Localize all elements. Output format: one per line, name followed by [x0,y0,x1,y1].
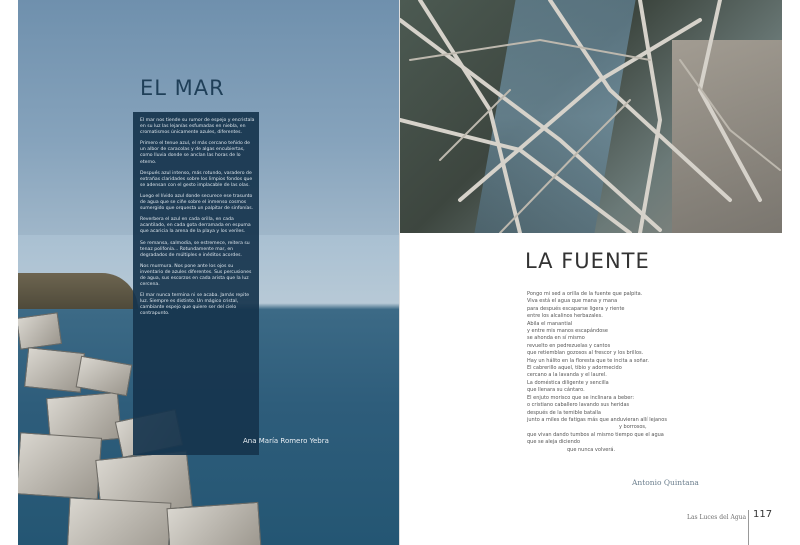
poem-line: que nunca volverá. [567,446,616,453]
poem-line: revuelto en pedrezuelas y cantos [527,342,611,349]
footer-book-title: Las Luces del Agua [687,514,747,521]
branches-overlay [400,0,782,233]
poem-line: La doméstica diligente y sencilla [527,379,609,386]
stanza: Se remansa, salmodia, se estremece, reitera su tenaz polifonía... Rotundamente mar, en degradados de múltiples e inéditos acordes. [140,240,250,258]
poem-line: para después escaparse ligera y riente [527,305,625,312]
poem-title-la-fuente: LA FUENTE [525,249,650,273]
poem-line: o cristiano caballero lavando sus heridas [527,402,630,409]
poem-line: y entre mis manos escapándose [527,328,608,335]
poem-line: que se aleja diciendo [527,439,581,446]
poem-el-mar [140,118,256,323]
stanza: Luego el lívido azul donde securece ese trasunto de agua que se ciñe sobre el inmenso cosmos sumergido que orquesta un palpitar de sinfonías. [140,193,254,212]
stanza: El mar nos tiende su rumor de espejo y encristala en su luz las lejanías esfumadas en niebla, en cromatismos únicamente azules, diferentes. [140,118,255,136]
poem-line: Viva está el agua que mana y mana [527,298,618,305]
poem-title-el-mar: EL MAR [140,76,225,100]
poem-line: Pongo mi sed a orilla de la fuente que palpita. [527,291,643,297]
poem-line: que llenara su cántaro. [527,387,585,394]
poem-line: cercano a la lavanda y el laurel. [527,372,607,379]
stanza: Primero el tenue azul, el más cercano teñido de un albor de caracolas y de algas encubiertas, como lluvia donde se anclan las horas de lo eterno. [140,141,250,165]
poem-line: que vivan dando tumbos al mismo tiempo que el agua [527,431,664,438]
footer-divider [748,510,749,545]
poem-la-fuente [527,291,727,454]
stanza: Nos murmura. Nos pone ante los ojos su inventario de azules diferentes. Sus percusiones de agua, sus escorzos en cada arista que la luz cercena. [140,263,252,288]
poem-line: El cabrerillo aquel, tibio y adormecido [527,365,622,372]
poem-line: se ahonda en sí mismo [527,335,585,342]
stanza: Reverbera el azul en cada orilla, en cada acantilado, en cada gota derramada en espuma que acaricia la arena de la playa y los veriles. [140,217,251,235]
stanza: El mar nunca termina ni se acaba. Jamás repite luz. Siempre es distinto. Un mágico cristal, cambiante espejo que quiere ser del cielo contrapunto. [140,293,250,317]
poem-line: Abila el manantial [527,320,573,327]
stanza: Después azul intenso, más rotundo, varadero de extrañas claridades sobre los limpios fondos que se adensan con el gesto implacable de las olas. [140,170,253,188]
headland [18,273,138,309]
author-left: Ana María Romero Yebra [243,437,329,445]
poem-line: después de la temible batalla [527,409,601,416]
right-page [400,0,800,545]
page-number: 117 [753,509,773,520]
poem-line: y borrosos, [619,424,647,431]
poem-line: junto a miles de fatigas más que anduvieran allí lejanos [527,416,667,423]
author-right: Antonio Quintana [632,478,699,487]
poem-line: entre los alcalinos herbazales. [527,313,603,320]
poem-line: Hay un hálito en la floresta que te incita a soñar. [527,357,649,364]
poem-line: El enjuto morisco que se inclinara a beber: [527,394,635,401]
fountain-branches-photo [400,0,782,233]
poem-line: que retiemblan gozosos al frescor y los brillos. [527,350,644,357]
